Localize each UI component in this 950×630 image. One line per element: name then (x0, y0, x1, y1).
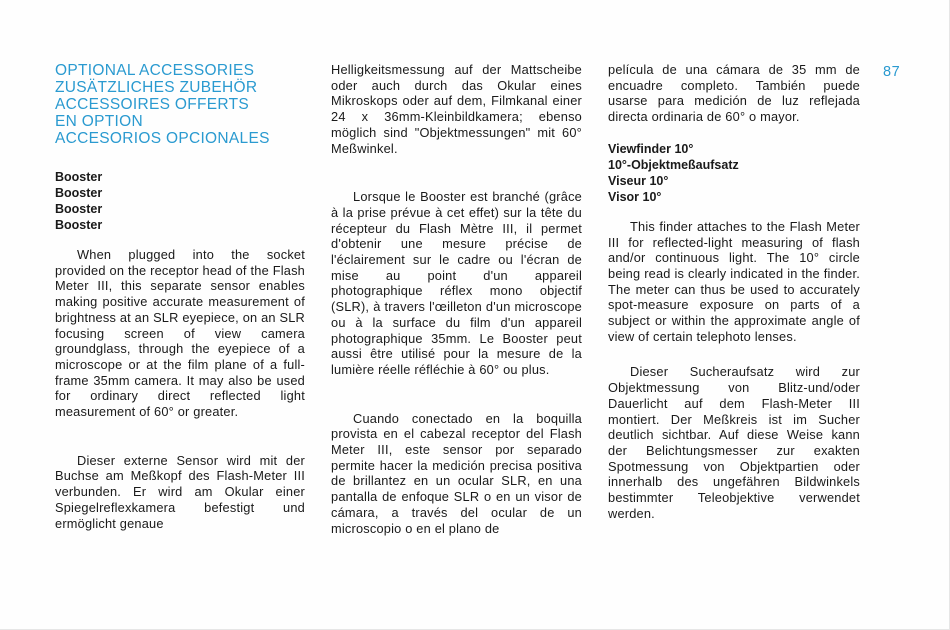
viewfinder-text-german: Dieser Sucheraufsatz wird zur Objektmessung von Blitz-und/oder Dauerlicht auf dem Flash-Meter III montiert. Der Meßkreis ist im Sucher deutlich sichtbar. Auf diese Weise kann der Belichtungsmesser zur exakten Spotmessung von Objektpartien oder innerhalb des ungefähren Bildwinkels bestimmter Teleobjektive verwendet werden. (608, 364, 860, 521)
section-headings (55, 62, 305, 147)
viewfinder-title-fr: Viseur 10° (608, 173, 669, 188)
viewfinder-title-de: 10°-Objektmeßaufsatz (608, 157, 739, 172)
booster-title-de: Booster (55, 186, 103, 200)
booster-text-french: Lorsque le Booster est branché (grâce à la prise prévue à cet effet) sur la tête du récepteur du Flash Mètre III, il permet d'obtenir une mesure précise de l'éclairement sur le cadre ou l'écran de mise au point d'un appareil photographique réflex mono objectif (SLR), à travers l'œilleton d'un microscope ou à la surface du film d'un appareil photographique 35mm. Le Booster peut aussi être utilisé pour la mesure de la lumière réelle réfléchie à 60° ou plus. (331, 189, 582, 377)
booster-title-en: Booster (55, 170, 103, 184)
booster-title-fr: Booster (55, 202, 103, 216)
booster-text-german-start: Dieser externe Sensor wird mit der Buchse am Meßkopf des Flash-Meter III verbunden. Er wird am Okular einer Spiegelreflexkamera befestigt und ermöglicht genaue (55, 452, 305, 531)
heading-spanish: ACCESORIOS OPCIONALES (55, 130, 270, 147)
booster-text-english: When plugged into the socket provided on the receptor head of the Flash Meter III, this separate sensor enables making positive accurate measurement of brightness at an SLR eyepiece, on an SLR focusing screen of view camera groundglass, through the eyepiece of a microscope or at the film plane of a full-frame 35mm camera. It may also be used for ordinary direct reflected light measurement of 60° or greater. (55, 247, 305, 420)
column-3 (608, 62, 860, 541)
page-number: 87 (883, 64, 901, 80)
heading-german: ZUSÄTZLICHES ZUBEHÖR (55, 79, 258, 96)
heading-french-line2: EN OPTION (55, 113, 143, 130)
heading-english: OPTIONAL ACCESSORIES (55, 62, 255, 79)
column-2 (331, 62, 582, 569)
heading-french-line1: ACCESSOIRES OFFERTS (55, 96, 250, 113)
booster-title-es: Booster (55, 218, 103, 232)
viewfinder-title-en: Viewfinder 10° (608, 141, 694, 156)
booster-text-spanish-start: Cuando conectado en la boquilla provista en el cabezal receptor del Flash Meter III, este sensor por separado permite hacer la medición precisa positiva de brillantez en un ocular SLR, en una pantalla de enfoque SLR o en un visor de cámara, a través del ocular de un microscopio o en el plano de (331, 410, 582, 536)
booster-text-spanish-continued: película de una cámara de 35 mm de encuadre completo. También puede usarse para medición de luz reflejada directa ordinaria de 60° o mayor. (608, 62, 860, 125)
column-1 (55, 62, 305, 564)
viewfinder-title-es: Visor 10° (608, 189, 662, 204)
booster-titles (55, 169, 305, 233)
booster-text-german-continued: Helligkeitsmessung auf der Mattscheibe oder auch durch das Okular eines Mikroskops oder auf dem, Filmkanal einer 24 x 36mm-Kleinbildkamera; ebenso möglich sind "Objektmessungen" mit 60° Meßwinkel. (331, 62, 582, 156)
viewfinder-titles (608, 141, 860, 205)
viewfinder-text-english: This finder attaches to the Flash Meter III for reflected-light measuring of flash and/or continuous light. The 10° circle being read is clearly indicated in the finder. The meter can thus be used to accurately spot-measure exposure on parts of a subject or within the approximate angle of view of certain telephoto lenses. (608, 218, 860, 344)
